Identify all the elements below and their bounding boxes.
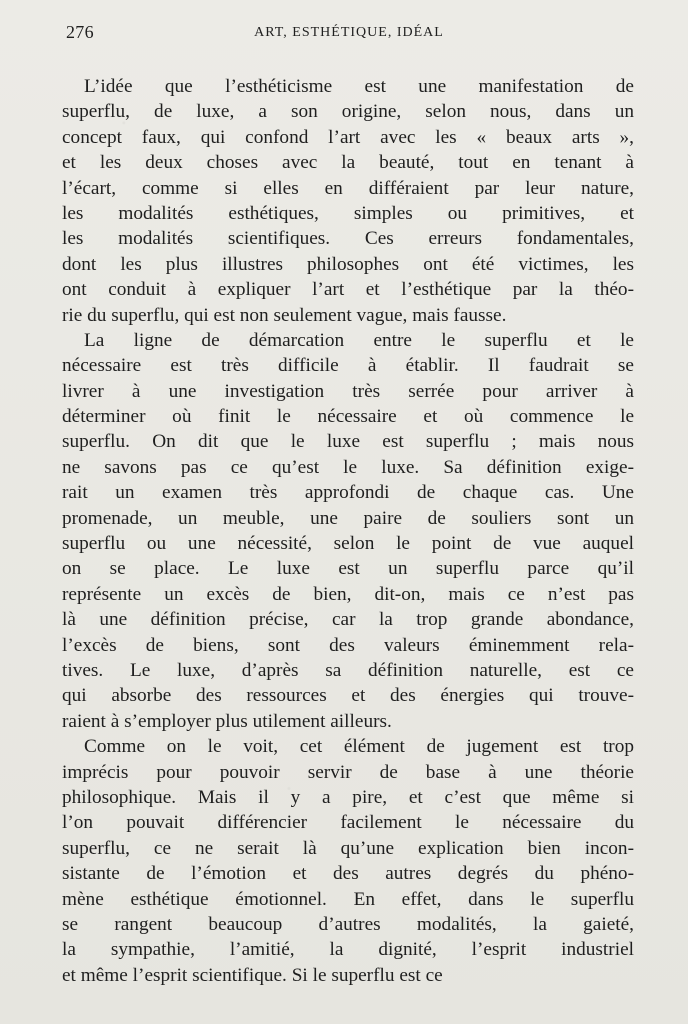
text-line: concept faux, qui confond l’art avec les « beaux arts »,: [62, 126, 634, 148]
text-line: rait un examen très approfondi de chaque cas. Une: [62, 482, 634, 504]
text-line: raient à s’employer plus utilement ailleurs.: [62, 710, 392, 732]
text-line: sistante de l’émotion et des autres degrés du phéno-: [62, 863, 634, 885]
running-title: ART, ESTHÉTIQUE, IDÉAL: [254, 25, 444, 40]
text-line: ont conduit à expliquer l’art et l’esthétique par la théo-: [62, 279, 634, 301]
text-line: les modalités esthétiques, simples ou primitives, et: [62, 202, 634, 224]
text-line: là une définition précise, car la trop grande abondance,: [62, 609, 634, 631]
text-line: qui absorbe des ressources et des énergies qui trouve-: [62, 685, 634, 707]
text-line: l’excès de biens, sont des valeurs éminemment rela-: [62, 634, 634, 656]
text-line: représente un excès de bien, dit-on, mais ce n’est pas: [62, 583, 634, 605]
text-line: La ligne de démarcation entre le superflu et le: [84, 329, 634, 351]
text-line: L’idée que l’esthéticisme est une manifestation de: [84, 76, 634, 97]
page-header: [66, 22, 632, 46]
text-line: nécessaire est très difficile à établir. Il faudrait se: [62, 355, 634, 377]
text-line: l’écart, comme si elles en différaient par leur nature,: [62, 177, 634, 199]
text-line: et les deux choses avec la beauté, tout en tenant à: [62, 152, 634, 174]
text-line: philosophique. Mais il y a pire, et c’est que même si: [62, 786, 634, 808]
text-line: ne savons pas ce qu’est le luxe. Sa définition exige-: [62, 456, 634, 478]
text-line: imprécis pour pouvoir servir de base à une théorie: [62, 761, 634, 783]
text-line: dont les plus illustres philosophes ont été victimes, les: [62, 253, 634, 275]
text-line: superflu, ce ne serait là qu’une explication bien incon-: [62, 837, 634, 859]
text-line: superflu, de luxe, a son origine, selon nous, dans un: [62, 101, 634, 123]
text-line: promenade, un meuble, une paire de souliers sont un: [62, 507, 634, 529]
text-line: les modalités scientifiques. Ces erreurs fondamentales,: [62, 228, 634, 250]
text-line: se rangent beaucoup d’autres modalités, la gaieté,: [62, 913, 634, 935]
text-line: on se place. Le luxe est un superflu parce qu’il: [62, 558, 634, 580]
text-line: superflu ou une nécessité, selon le point de vue auquel: [62, 533, 634, 555]
page-number: 276: [66, 22, 94, 42]
text-line: superflu. On dit que le luxe est superflu ; mais nous: [62, 431, 634, 453]
text-line: et même l’esprit scientifique. Si le superflu est ce: [62, 964, 443, 986]
text-line: mène esthétique émotionnel. En effet, dans le superflu: [62, 888, 634, 910]
text-line: l’on pouvait différencier facilement le nécessaire du: [62, 812, 634, 834]
body-text: [62, 74, 634, 988]
text-line: Comme on le voit, cet élément de jugement est trop: [84, 736, 634, 758]
text-line: tives. Le luxe, d’après sa définition naturelle, est ce: [62, 659, 634, 681]
text-line: déterminer où finit le nécessaire et où commence le: [62, 406, 634, 428]
text-line: rie du superflu, qui est non seulement vague, mais fausse.: [62, 304, 507, 326]
text-line: livrer à une investigation très serrée pour arriver à: [62, 380, 634, 402]
text-line: la sympathie, l’amitié, la dignité, l’esprit industriel: [62, 939, 634, 961]
